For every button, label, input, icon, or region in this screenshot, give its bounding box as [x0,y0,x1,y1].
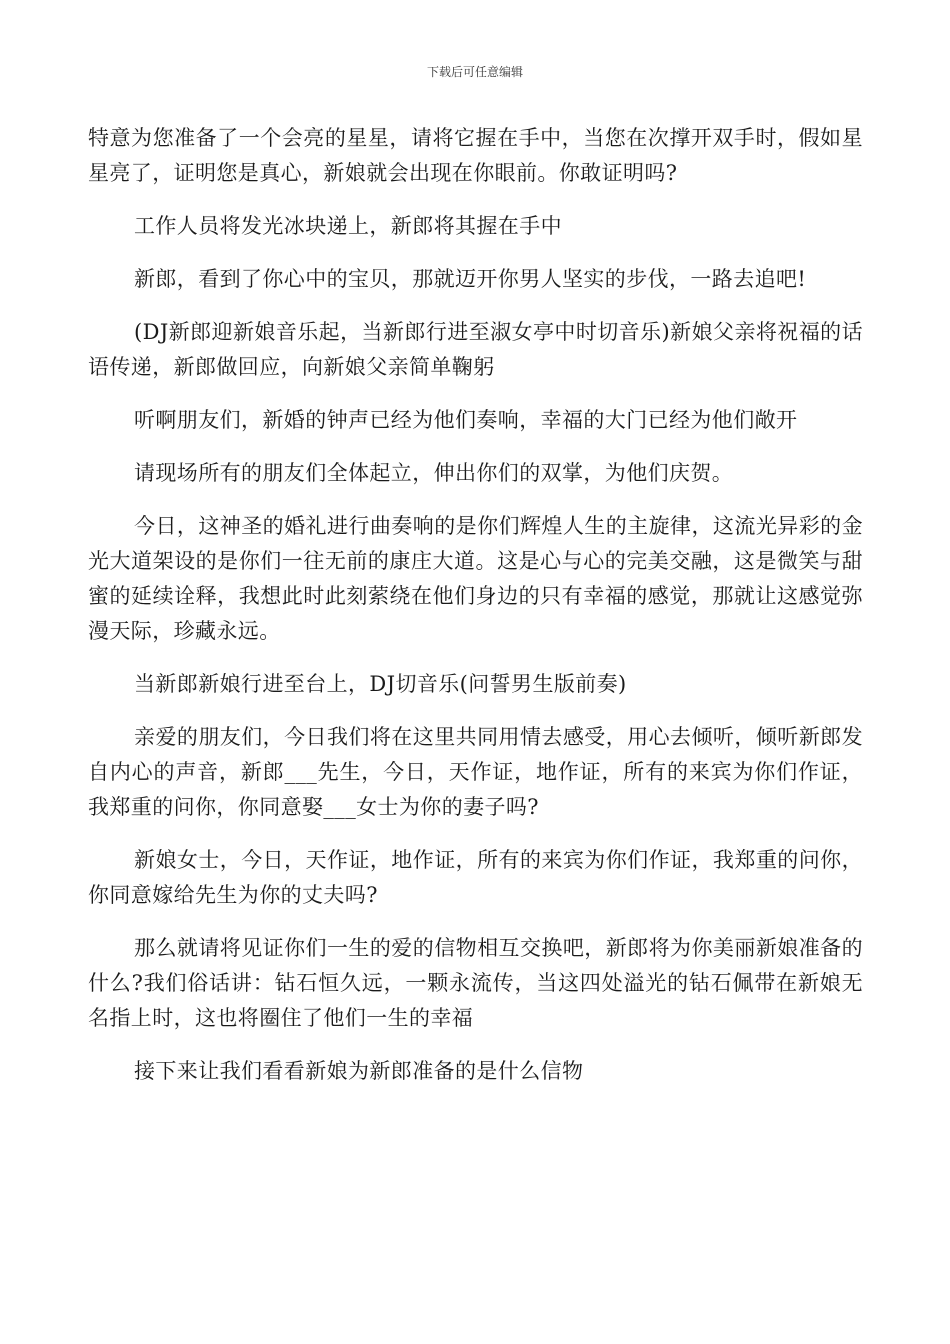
paragraph: 那么就请将见证你们一生的爱的信物相互交换吧，新郎将为你美丽新娘准备的什么?我们俗话讲：钻石恒久远，一颗永流传，当这四处溢光的钻石佩带在新娘无名指上时，这也将圈住了他们一生的幸福 [88,936,863,1030]
paragraph: 请现场所有的朋友们全体起立，伸出你们的双掌，为他们庆贺。 [134,461,734,485]
paragraph: (DJ新郎迎新娘音乐起，当新郎行进至淑女亭中时切音乐)新娘父亲将祝福的话语传递，新郎做回应，向新娘父亲简单鞠躬 [88,320,863,379]
paragraph: 新娘女士，今日，天作证，地作证，所有的来宾为你们作证，我郑重的问你，你同意嫁给先生为你的丈夫吗? [88,848,863,907]
paragraph: 新郎，看到了你心中的宝贝，那就迈开你男人坚实的步伐，一路去追吧! [134,267,807,291]
paragraph: 今日，这神圣的婚礼进行曲奏响的是你们辉煌人生的主旋律，这流光异彩的金光大道架设的是你们一往无前的康庄大道。这是心与心的完美交融，这是微笑与甜蜜的延续诠释，我想此时此刻萦绕在他们身边的只有幸福的感觉，那就让这感觉弥漫天际，珍藏永远。 [88,514,863,643]
page-header: 下载后可任意编辑 [426,65,523,79]
document-body [88,121,863,1107]
paragraph: 接下来让我们看看新娘为新郎准备的是什么信物 [134,1059,584,1083]
paragraph: 工作人员将发光冰块递上，新郎将其握在手中 [134,214,562,238]
paragraph: 当新郎新娘行进至台上，DJ切音乐(问誓男生版前奏) [134,672,627,696]
paragraph: 亲爱的朋友们，今日我们将在这里共同用情去感受，用心去倾听，倾听新郎发自内心的声音，新郎___先生，今日，天作证，地作证，所有的来宾为你们作证，我郑重的问你，你同意娶___女士为你的妻子吗? [88,725,863,819]
paragraph: 听啊朋友们，新婚的钟声已经为他们奏响，幸福的大门已经为他们敞开 [134,408,798,432]
paragraph: 特意为您准备了一个会亮的星星，请将它握在手中，当您在次撑开双手时，假如星星亮了，证明您是真心，新娘就会出现在你眼前。你敢证明吗? [88,126,863,185]
